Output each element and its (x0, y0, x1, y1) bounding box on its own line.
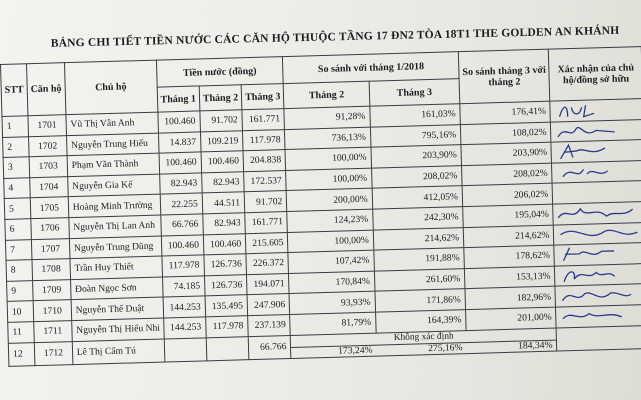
cell-ss-thang3: 161,03% (370, 104, 461, 127)
cell-can-ho: 1711 (34, 321, 72, 343)
cell-ss-thang3: 412,05% (372, 186, 463, 209)
cell-signature (552, 181, 641, 204)
cell-chu-ho: Nguyễn Trung Hiếu (66, 133, 158, 156)
signature-icon (557, 203, 641, 222)
cell-thang3: 161.771 (242, 109, 285, 131)
cell-thang2: 44.511 (202, 192, 245, 214)
header-thang1: Tháng 1 (157, 86, 200, 112)
header-thang2: Tháng 2 (199, 85, 242, 111)
signature-icon (555, 162, 641, 181)
header-ss-thang3: Tháng 3 (369, 79, 460, 107)
cell-signature (551, 140, 641, 163)
cell-thang3: 226.372 (246, 253, 289, 275)
cell-ss-thang2: 91,28% (284, 106, 370, 129)
cell-can-ho: 1706 (31, 218, 69, 240)
cell-ss-thang3-2: 176,41% (460, 101, 551, 124)
undetermined-label: Không xác định (291, 328, 556, 347)
cell-thang2 (206, 336, 249, 360)
cell-can-ho: 1708 (32, 259, 70, 281)
cell-thang3: 194.071 (247, 273, 290, 295)
cell-ss-thang2: 107,42% (288, 250, 374, 273)
cell-thang3: 237.139 (248, 314, 291, 336)
cell-thang1: 14.837 (158, 132, 201, 154)
cell-can-ho: 1702 (28, 135, 66, 157)
cell-can-ho: 1709 (32, 279, 70, 301)
cell-thang3: 117.978 (243, 129, 286, 151)
cell-ss-thang3: 164,39% (375, 310, 466, 333)
cell-thang3: 215.605 (245, 232, 288, 254)
cell-thang1: 144.253 (163, 296, 206, 318)
cell-thang3: 161.771 (245, 212, 288, 234)
cell-chu-ho: Lê Thị Cẩm Tú (72, 339, 164, 365)
cell-ss-thang3: 214,62% (373, 227, 464, 250)
cell-ss-thang3-2: 108,02% (460, 122, 551, 145)
cell-ss-thang3-2: 184,34% (517, 339, 553, 352)
water-bill-table (0, 46, 641, 366)
cell-ss-thang3: 275,16% (427, 341, 463, 354)
cell-thang2: 82.943 (201, 172, 244, 194)
signature-icon (555, 142, 641, 161)
cell-stt: 7 (5, 239, 31, 260)
cell-stt: 11 (8, 322, 34, 343)
cell-ss-thang2: 100,00% (285, 147, 371, 170)
cell-thang3: 66.766 (248, 335, 291, 359)
cell-thang3: 247.906 (247, 294, 290, 316)
cell-signature (555, 263, 641, 286)
cell-thang3: 172.537 (244, 170, 287, 192)
cell-ss-thang3-2: 153,13% (464, 266, 555, 289)
cell-signature (551, 119, 641, 142)
signature-icon (554, 121, 640, 140)
cell-signature (552, 160, 641, 183)
cell-ss-thang3: 242,30% (372, 207, 463, 230)
cell-can-ho: 1703 (29, 156, 67, 178)
cell-thang2: 135.495 (205, 295, 248, 317)
cell-thang1: 22.255 (160, 193, 203, 215)
cell-signature (550, 99, 641, 122)
header-can-ho: Căn hộ (26, 63, 65, 116)
cell-signature (556, 325, 641, 351)
cell-can-ho: 1710 (33, 300, 71, 322)
cell-thang1 (164, 337, 207, 361)
cell-chu-ho: Trần Huy Thiết (70, 256, 162, 279)
header-xac-nhan: Xác nhận của chủ hộ/đồng sở hữu (549, 47, 641, 102)
cell-ss-thang3: 261,60% (374, 268, 465, 291)
cell-ss-thang2: 736,13% (285, 127, 371, 150)
cell-thang2: 126.736 (204, 274, 247, 296)
cell-can-ho: 1712 (34, 341, 72, 365)
cell-thang3: 204.838 (243, 150, 286, 172)
signature-icon (554, 100, 640, 119)
cell-stt: 12 (8, 342, 35, 366)
cell-ss-thang2: 100,00% (286, 168, 372, 191)
cell-chu-ho: Hoàng Minh Trường (68, 194, 160, 217)
cell-thang1: 117.978 (161, 255, 204, 277)
cell-thang1: 100.460 (161, 234, 204, 256)
cell-stt: 4 (4, 177, 30, 198)
cell-thang1: 100.460 (159, 152, 202, 174)
cell-ss-thang3-2: 206,02% (462, 183, 553, 206)
cell-ss-thang3: 191,88% (374, 248, 465, 271)
cell-ss-thang2: 93,93% (289, 291, 375, 314)
cell-chu-ho: Vũ Thị Vân Anh (66, 112, 158, 135)
document-title: BẢNG CHI TIẾT TIỀN NƯỚC CÁC CĂN HỘ THUỘC TẦNG 17 ĐN2 TÒA 18T1 THE GOLDEN AN KHÁNH (50, 24, 620, 50)
cell-chu-ho: Nguyễn Thị Lan Anh (69, 215, 161, 238)
cell-signature (556, 304, 641, 327)
cell-thang2: 126.736 (204, 254, 247, 276)
cell-thang2: 117.978 (205, 316, 248, 338)
cell-stt: 2 (3, 136, 29, 157)
cell-stt: 10 (7, 301, 33, 322)
signature-icon (559, 286, 641, 305)
cell-stt: 1 (2, 116, 28, 137)
cell-signature (555, 284, 641, 307)
cell-ss-thang2: 124,23% (287, 209, 373, 232)
cell-chu-ho: Nguyễn Trung Dũng (69, 236, 161, 259)
cell-chu-ho: Phạm Văn Thành (67, 153, 159, 176)
cell-thang2: 109.219 (200, 130, 243, 152)
cell-ss-thang2: 81,79% (290, 312, 376, 335)
cell-ss-thang2: 173,24% (338, 344, 373, 357)
cell-ss-thang3: 795,16% (370, 124, 461, 147)
cell-thang1: 66.766 (160, 214, 203, 236)
cell-ss-thang3-2: 203,90% (461, 142, 552, 165)
cell-stt: 3 (3, 157, 29, 178)
cell-signature (553, 201, 641, 224)
header-chu-ho: Chủ hộ (64, 60, 157, 115)
signature-icon (557, 224, 641, 243)
cell-ss-thang3-2: 178,62% (464, 245, 555, 268)
cell-can-ho: 1705 (30, 197, 68, 219)
cell-chu-ho: Đoàn Ngọc Sơn (70, 277, 162, 300)
header-tien-nuoc: Tiền nước (đồng) (156, 57, 284, 88)
cell-ss-thang3-2: 182,96% (465, 286, 556, 309)
cell-thang1: 144.253 (163, 317, 206, 339)
cell-ss-thang3-2: 195,04% (463, 204, 554, 227)
cell-can-ho: 1701 (28, 115, 66, 137)
cell-can-ho: 1704 (30, 176, 68, 198)
cell-signature (554, 222, 641, 245)
cell-ss-thang3: 171,86% (375, 289, 466, 312)
cell-can-ho: 1707 (31, 238, 69, 260)
cell-ss-thang2: 200,00% (287, 189, 373, 212)
cell-ss-thang2: 100,00% (288, 230, 374, 253)
header-so-sanh-thang1: So sánh với tháng 1/2018 (283, 52, 459, 84)
cell-chu-ho: Nguyễn Gia Kế (67, 174, 159, 197)
cell-ss-thang3-2: 201,00% (466, 307, 557, 330)
cell-thang1: 82.943 (159, 173, 202, 195)
cell-thang2: 100.460 (201, 151, 244, 173)
cell-ss-thang3-2: 208,02% (462, 163, 553, 186)
cell-stt: 8 (6, 260, 32, 281)
signature-icon (558, 245, 641, 264)
signature-icon (559, 306, 641, 325)
cell-stt: 9 (7, 280, 33, 301)
cell-thang3: 91.702 (244, 191, 287, 213)
cell-ss-thang2: 170,84% (289, 271, 375, 294)
header-thang3: Tháng 3 (241, 84, 284, 110)
cell-ss-thang3: 203,90% (371, 145, 462, 168)
cell-ss-thang3: 208,02% (371, 165, 462, 188)
cell-thang1: 100.460 (157, 111, 200, 133)
cell-stt: 5 (4, 198, 30, 219)
cell-thang2: 100.460 (203, 233, 246, 255)
header-stt: STT (1, 64, 28, 117)
header-so-sanh-thang3-2: So sánh tháng 3 với tháng 2 (458, 49, 550, 104)
cell-ss-thang3-2: 214,62% (463, 225, 554, 248)
cell-chu-ho: Nguyễn Thị Hiếu Nhi (71, 318, 163, 341)
cell-chu-ho: Nguyễn Thế Duật (71, 297, 163, 320)
cell-thang2: 91.702 (200, 110, 243, 132)
cell-thang2: 82.943 (203, 213, 246, 235)
cell-thang1: 74.185 (162, 276, 205, 298)
cell-signature (554, 243, 641, 266)
cell-stt: 6 (5, 219, 31, 240)
table-body (2, 99, 641, 366)
water-bill-table-wrapper (0, 46, 641, 366)
header-ss-thang2: Tháng 2 (284, 81, 370, 108)
signature-icon (558, 265, 641, 284)
